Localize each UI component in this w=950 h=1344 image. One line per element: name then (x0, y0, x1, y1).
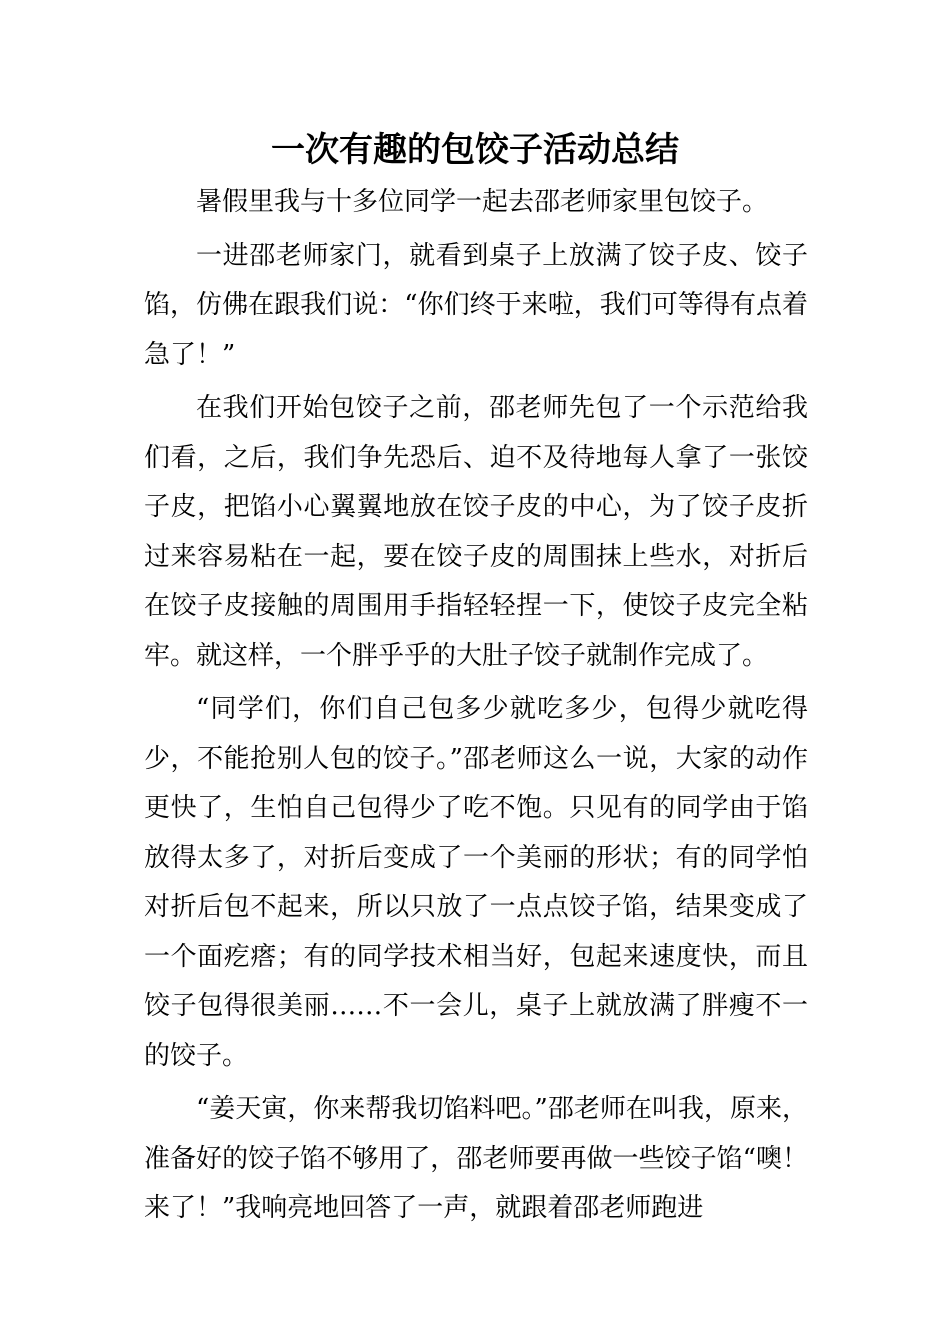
paragraph-3: 在我们开始包饺子之前，邵老师先包了一个示范给我们看，之后，我们争先恐后、迫不及待地每人拿了一张饺子皮，把馅小心翼翼地放在饺子皮的中心，为了饺子皮折过来容易粘在一起，要在饺子皮的周围抹上些水，对折后在饺子皮接触的周围用手指轻轻捏一下，使饺子皮完全粘牢。就这样，一个胖乎乎的大肚子饺子就制作完成了。 (144, 393, 808, 671)
paragraph-2: 一进邵老师家门，就看到桌子上放满了饺子皮、饺子馅，仿佛在跟我们说：“你们终于来啦，我们可等得有点着急了！” (144, 240, 808, 370)
paragraph-5: “姜天寅，你来帮我切馅料吧。”邵老师在叫我，原来，准备好的饺子馅不够用了，邵老师要再做一些饺子馅“噢！来了！”我响亮地回答了一声，就跟着邵老师跑进 (144, 1094, 808, 1223)
document-title: 一次有趣的包饺子活动总结 (271, 130, 679, 170)
paragraph-1: 暑假里我与十多位同学一起去邵老师家里包饺子。 (196, 187, 769, 217)
document-body (144, 178, 808, 1234)
paragraph-4: “同学们，你们自己包多少就吃多少，包得少就吃得少，不能抢别人包的饺子。”邵老师这么一说，大家的动作更快了，生怕自己包得少了吃不饱。只见有的同学由于馅放得太多了，对折后变成了一个美丽的形状；有的同学怕对折后包不起来，所以只放了一点点饺子馅，结果变成了一个面疙瘩；有的同学技术相当好，包起来速度快，而且饺子包得很美丽……不一会儿，桌子上就放满了胖瘦不一的饺子。 (144, 694, 808, 1071)
